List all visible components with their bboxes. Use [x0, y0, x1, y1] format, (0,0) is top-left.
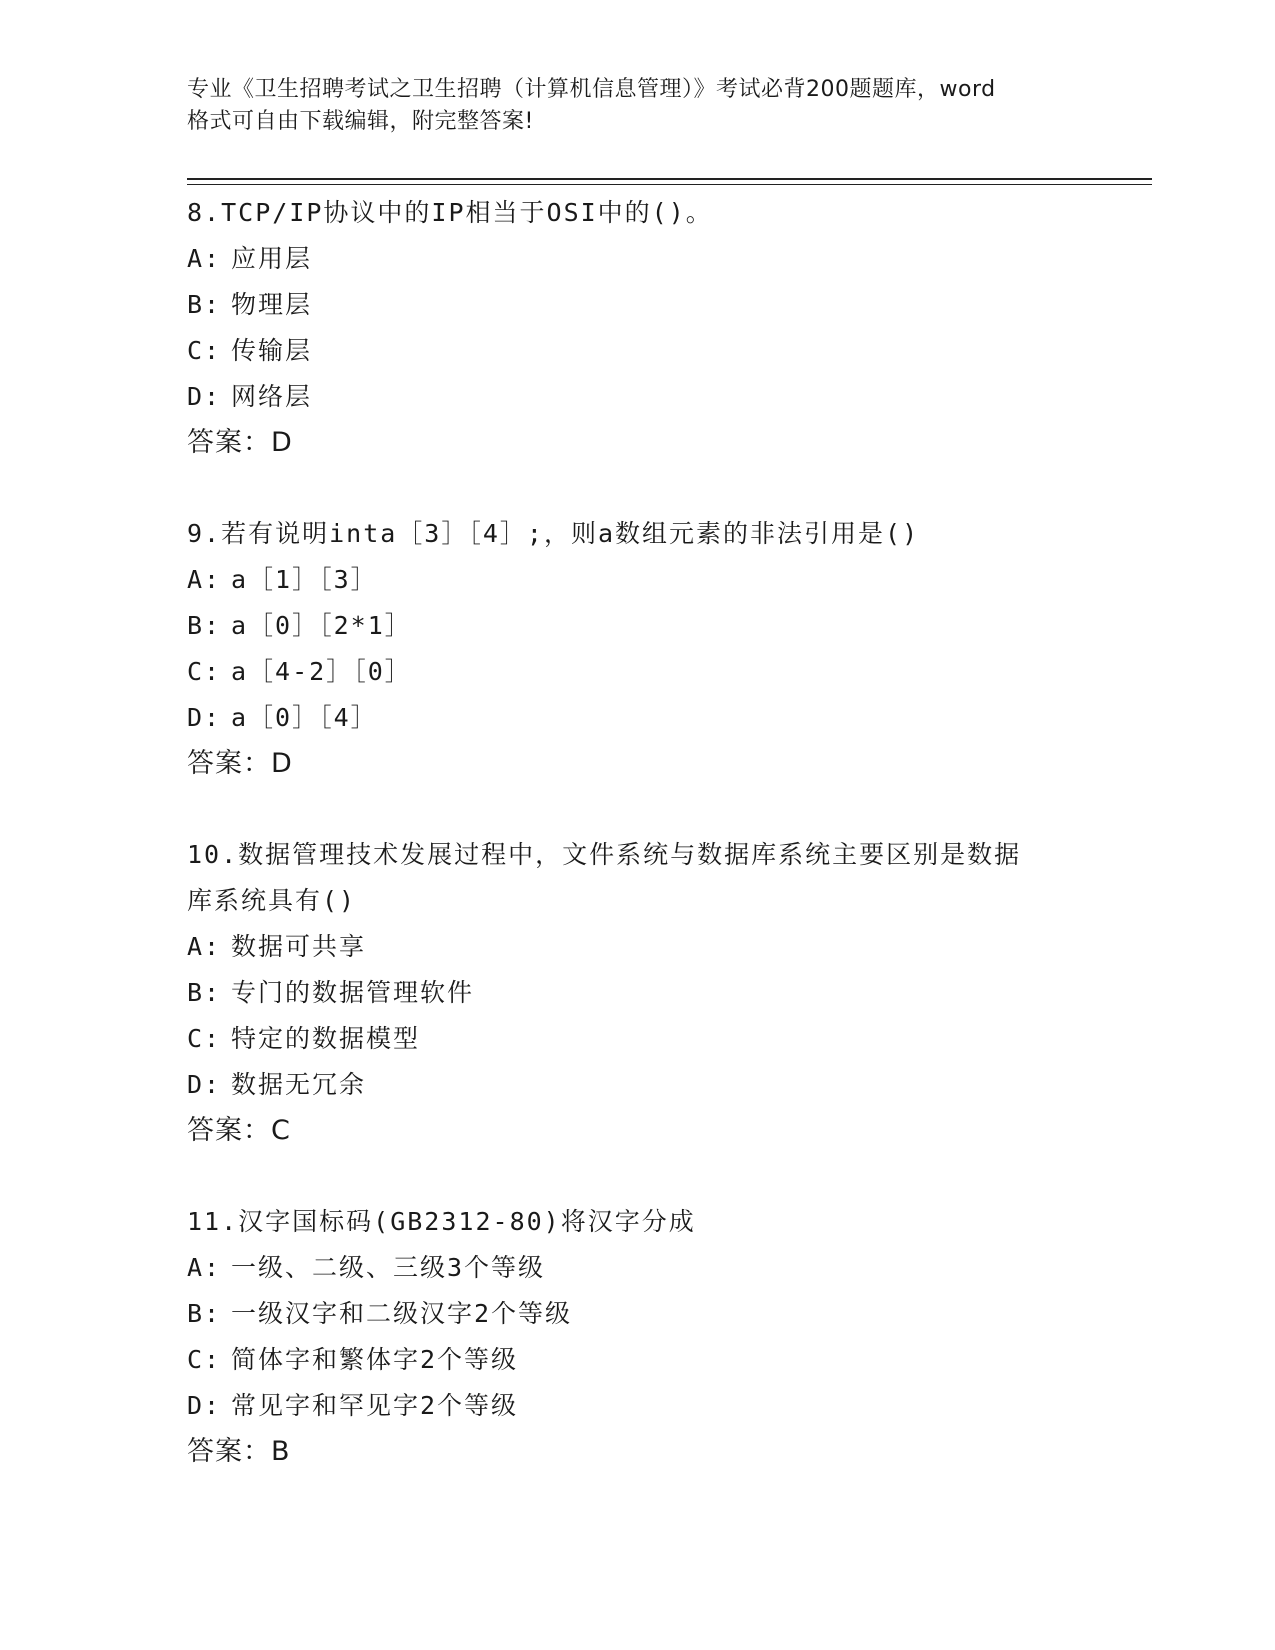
- option-key: B:: [187, 978, 222, 1007]
- option-c: [187, 1016, 1087, 1062]
- option-text: 网络层: [231, 382, 313, 411]
- option-b: [187, 1291, 1087, 1337]
- option-a: [187, 924, 1087, 970]
- option-d: [187, 374, 1087, 420]
- document-header: [187, 74, 1087, 138]
- option-text: a［0］［2*1］: [231, 611, 412, 640]
- option-key: C:: [187, 657, 222, 686]
- option-key: A:: [187, 1253, 222, 1282]
- option-key: A:: [187, 932, 222, 961]
- question-stem: 11.汉字国标码(GB2312-80)将汉字分成: [187, 1207, 696, 1236]
- answer-line: 答案：D: [187, 427, 293, 458]
- question-stem: 9.若有说明inta［3］［4］;，则a数组元素的非法引用是(): [187, 519, 920, 548]
- option-key: D:: [187, 1070, 222, 1099]
- option-key: B:: [187, 611, 222, 640]
- option-key: D:: [187, 382, 222, 411]
- option-c: [187, 328, 1087, 374]
- option-key: C:: [187, 1345, 222, 1374]
- option-text: 应用层: [231, 244, 313, 273]
- option-text: 一级汉字和二级汉字2个等级: [231, 1299, 573, 1328]
- option-d: [187, 1062, 1087, 1108]
- option-key: C:: [187, 1024, 222, 1053]
- question-10: [187, 832, 1087, 1154]
- option-text: 数据可共享: [231, 932, 367, 961]
- option-text: 专门的数据管理软件: [231, 978, 475, 1007]
- question-stem-line-1: 10.数据管理技术发展过程中，文件系统与数据库系统主要区别是数据: [187, 840, 1022, 869]
- option-text: 一级、二级、三级3个等级: [231, 1253, 546, 1282]
- option-key: B:: [187, 290, 222, 319]
- option-a: [187, 236, 1087, 282]
- option-text: 数据无冗余: [231, 1070, 367, 1099]
- option-text: 传输层: [231, 336, 313, 365]
- option-text: 特定的数据模型: [231, 1024, 421, 1053]
- question-stem: 8.TCP/IP协议中的IP相当于OSI中的()。: [187, 198, 713, 227]
- option-key: A:: [187, 244, 222, 273]
- option-key: D:: [187, 703, 222, 732]
- header-divider-thin: [187, 184, 1152, 185]
- answer-line: 答案：C: [187, 1115, 291, 1146]
- option-text: a［4-2］［0］: [231, 657, 412, 686]
- option-a: [187, 557, 1087, 603]
- answer-line: 答案：D: [187, 748, 293, 779]
- option-b: [187, 970, 1087, 1016]
- header-line-2: 格式可自由下载编辑，附完整答案!: [187, 109, 534, 134]
- option-b: [187, 282, 1087, 328]
- option-c: [187, 1337, 1087, 1383]
- option-c: [187, 649, 1087, 695]
- option-key: C:: [187, 336, 222, 365]
- question-stem-line-2: 库系统具有(): [187, 886, 357, 915]
- option-text: 常见字和罕见字2个等级: [231, 1391, 519, 1420]
- option-d: [187, 1383, 1087, 1429]
- question-9: [187, 511, 1087, 787]
- option-b: [187, 603, 1087, 649]
- answer-line: 答案：B: [187, 1436, 291, 1467]
- option-key: B:: [187, 1299, 222, 1328]
- header-divider-thick: [187, 178, 1152, 180]
- option-a: [187, 1245, 1087, 1291]
- option-key: D:: [187, 1391, 222, 1420]
- question-list: [187, 190, 1087, 1520]
- option-text: 简体字和繁体字2个等级: [231, 1345, 519, 1374]
- question-8: [187, 190, 1087, 466]
- question-11: [187, 1199, 1087, 1475]
- option-text: a［0］［4］: [231, 703, 378, 732]
- option-d: [187, 695, 1087, 741]
- option-key: A:: [187, 565, 222, 594]
- option-text: 物理层: [231, 290, 313, 319]
- option-text: a［1］［3］: [231, 565, 378, 594]
- header-line-1: 专业《卫生招聘考试之卫生招聘（计算机信息管理）》考试必背200题题库，word: [187, 77, 996, 102]
